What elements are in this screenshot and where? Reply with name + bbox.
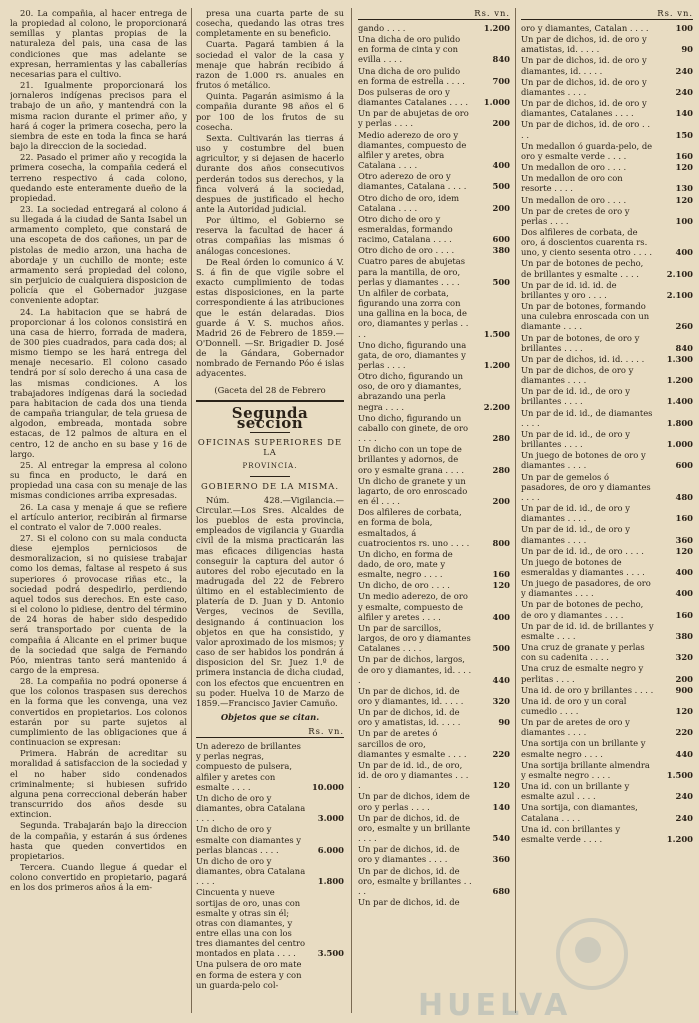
list-item	[521, 802, 693, 822]
item-description: Una cruz de esmalte negro y perlitas . . . .	[521, 663, 644, 684]
item-description: Un par de gemelos ó pasadores, de oro y diamantes . . . .	[521, 471, 651, 502]
item-description: Un par de abujetas de oro y perlas . . . .	[358, 108, 469, 129]
item-description: Un medallon de oro . . . .	[521, 162, 627, 173]
item-price: 1.800	[666, 417, 693, 428]
list-item	[521, 77, 693, 97]
item-description: Una sortija brillante almendra y esmalte negro . . . .	[521, 759, 650, 780]
item-price: 360	[492, 854, 510, 865]
list-item	[358, 245, 510, 255]
list-item	[521, 98, 693, 118]
list-item	[358, 707, 510, 727]
list-item	[358, 214, 510, 244]
item-description: Dos alfileres de corbata, de oro, á doscientos cuarenta rs. uno, y ciento sesenta otro . . . .	[521, 226, 653, 258]
list-item	[521, 503, 693, 523]
item-price: 280	[492, 433, 510, 444]
item-description: Un medallon de oro con resorte . . . .	[521, 173, 623, 194]
list-item	[358, 728, 510, 758]
list-item	[521, 450, 693, 470]
list-item	[358, 34, 510, 64]
item-description: Un par de id. id. de brillantes y esmalte . . . .	[521, 620, 654, 641]
list-item	[521, 227, 693, 257]
item-price: 200	[492, 496, 510, 507]
list-item	[521, 781, 693, 801]
paragraph: Primera. Habrán de acreditar su moralidad á satisfaccion de la sociedad y el no haber sido condenados criminalmente; si hubiesen sufrido alguna pena correccional deberán haber transcurrido dos años desde su extincion.	[10, 748, 187, 820]
item-price: 700	[492, 75, 510, 86]
list-item	[521, 621, 693, 641]
item-price: 200	[492, 202, 510, 213]
gaceta-source: (Gaceta del 28 de Febrero	[214, 384, 326, 395]
item-price: 900	[675, 684, 693, 695]
item-description: Un par de dichos, id. de oro . . . .	[521, 119, 650, 140]
list-item	[358, 108, 510, 128]
item-price: 100	[675, 215, 693, 226]
item-description: Un dicho con un tope de brillantes y adornos, de oro y esmalte grana . . . .	[358, 444, 465, 475]
item-description: Un par de dichos, id. de	[358, 896, 460, 907]
list-item	[358, 476, 510, 506]
item-list	[358, 23, 510, 907]
item-price: 380	[675, 630, 693, 641]
list-item	[358, 87, 510, 107]
item-description: Un par de id. id., de oro y brillantes . . . .	[521, 428, 630, 450]
item-description: gando . . . .	[358, 23, 406, 33]
list-item	[521, 557, 693, 577]
item-price: 400	[675, 588, 693, 599]
item-price: 840	[675, 342, 693, 353]
column-rule	[351, 8, 352, 1013]
item-price: 200	[492, 118, 510, 129]
list-item	[521, 599, 693, 619]
item-price: 400	[492, 160, 510, 171]
item-price: 3.000	[317, 813, 344, 824]
item-price: 380	[492, 245, 510, 256]
paragraph: Cuarta. Pagará tambien á la sociedad el valor de la casa y menaje que habrán recibido á razon de 1.000 rs. anuales en frutos ó metálico.	[196, 39, 344, 91]
item-price: 1.200	[666, 375, 693, 386]
item-price: 100	[675, 23, 693, 33]
item-price: 120	[675, 194, 693, 205]
item-price: 120	[492, 580, 510, 591]
paragraph: 24. La habitacion que se habrá de proporcionar á los colonos consistirá en una casa de hierro, forrada de madera, de 300 pies cuadrados, para cada dos; al mismo tiempo se les hará entrega del menaje necesario. El colono casado tendrá por sí solo derecho á una casa de las mismas condiciones. A los trabajadores indígenas dará la sociedad para habitacion de cada dos una tienda de campaña triangular, de tela gruesa de algodon, embreada, montada sobre estacas, de 12 palmos de altura en el centro, 12 de ancho en su base y 16 de largo.	[10, 306, 187, 459]
item-description: Un par de dichos, id. de oro y amatistas, id. . . . .	[521, 34, 647, 55]
item-price: 1.800	[317, 876, 344, 887]
item-price: 2.100	[666, 289, 693, 300]
item-price: 160	[675, 513, 693, 524]
item-description: Cincuenta y nueve sortijas de oro, unas con esmalte y otras sin él; otras con diamantes, y entre ellas una con los tres diamantes del centro montados en plata . . . .	[196, 887, 306, 959]
column-3	[358, 8, 510, 1013]
circular-text	[196, 495, 344, 708]
item-price: 680	[492, 885, 510, 896]
list-item	[358, 866, 510, 896]
list-item	[358, 623, 510, 653]
list-item	[358, 288, 510, 339]
item-price: 140	[492, 801, 510, 812]
list-item	[521, 429, 693, 449]
item-price: 220	[675, 727, 693, 738]
item-description: Un par de id. id., de oro, id. de oro y diamantes . . . .	[358, 759, 469, 791]
item-price: 240	[675, 812, 693, 823]
list-item	[358, 791, 510, 811]
item-price: 1.200	[483, 23, 510, 33]
item-description: Medio aderezo de oro y diamantes, compuesto de alfiler y aretes, obra Catalana . . . .	[358, 129, 467, 171]
list-item	[521, 685, 693, 695]
item-description: Dos alfileres de corbata, en forma de bola, esmaltados, á cuatrocientos rs. uno . . . .	[358, 507, 470, 548]
item-description: Un par de id. id., de oro . . . .	[521, 545, 644, 556]
list-item	[196, 741, 344, 792]
list-item	[521, 258, 693, 278]
paragraph: Por último, el Gobierno se reserva la facultad de hacer á otras compañias las mismas ó análogas concesiones.	[196, 215, 344, 256]
item-description: Otro dicho, figurando un oso, de oro y diamantes, abrazando una perla negra . . . .	[358, 371, 464, 412]
province-label: PROVINCIA.	[242, 462, 298, 471]
list-item	[358, 23, 510, 33]
item-description: Una id. con un brillante y esmalte azul . . . .	[521, 781, 630, 802]
item-price: 1.000	[483, 97, 510, 108]
paragraph: 28. La compañia no podrá oponerse á que los colonos traspasen sus derechos en la forma que les convenga, una vez convertidos en propietarios. Los colonos estarán por su parte sujetos al cumplimiento de las obligaciones que á continuacion se expresan:	[10, 676, 187, 748]
item-price: 1.000	[666, 439, 693, 450]
item-price: 500	[492, 276, 510, 287]
list-item	[521, 696, 693, 716]
item-price: 140	[675, 108, 693, 119]
list-item	[521, 55, 693, 75]
list-item	[196, 959, 344, 989]
item-description: Un medio aderezo, de oro y esmalte, compuesto de alfiler y aretes . . . .	[358, 591, 468, 622]
item-price: 160	[675, 150, 693, 161]
list-item	[358, 760, 510, 790]
list-item	[358, 549, 510, 579]
item-price: 600	[492, 234, 510, 245]
item-description: Un juego de pasadores, de oro y diamantes . . . .	[521, 578, 651, 599]
item-description: Un par de id. id., de oro y diamantes . . . .	[521, 524, 630, 545]
item-price: 90	[681, 44, 693, 55]
list-item	[521, 365, 693, 385]
item-price: 800	[492, 537, 510, 548]
list-item	[521, 524, 693, 544]
item-price: 400	[675, 247, 693, 258]
item-description: Un par de sarcillos, largos, de oro y diamantes Catalanes . . . .	[358, 622, 471, 654]
list-item	[358, 371, 510, 412]
list-item	[358, 193, 510, 213]
item-description: Una dicha de oro pulido en forma de cinta y con evilla . . . .	[358, 34, 461, 65]
item-price: 120	[492, 780, 510, 791]
list-item	[521, 578, 693, 598]
column-rule	[515, 8, 516, 1013]
item-price: 440	[492, 674, 510, 685]
item-description: Un par de id. id., de oro y diamantes . . . .	[521, 503, 630, 524]
item-description: Un par de dichos, id. de oro y diamantes, id. . . . .	[358, 685, 464, 706]
item-description: Uno dicho, figurando una gata, de oro, diamantes y perlas . . . .	[358, 339, 467, 370]
list-item	[358, 844, 510, 864]
column-4	[521, 8, 693, 1013]
item-description: Una sortija con un brillante y esmalte negro . . . .	[521, 738, 646, 759]
item-price: 6.000	[317, 844, 344, 855]
item-price: 1.400	[666, 396, 693, 407]
item-description: Un dicho de oro y esmalte con diamantes y perlas blancas . . . .	[196, 824, 302, 855]
list-item	[196, 887, 344, 958]
item-price: 500	[492, 643, 510, 654]
item-price: 120	[675, 706, 693, 716]
list-item	[521, 472, 693, 502]
item-price: 220	[492, 748, 510, 759]
paragraph: 22. Pasado el primer año y recogida la primera cosecha, la compañia cederá el terreno respectivo á cada colono, quedando este enteramente dueño de la propiedad.	[10, 152, 187, 203]
item-description: Un medallon ó guarda-pelo, de oro y esmalte verde . . . .	[521, 140, 653, 161]
item-price: 480	[675, 491, 693, 502]
paragraph: Sexta. Cultivarán las tierras á uso y costumbre del buen agricultor, y si dejasen de hacerlo durante dos años consecutivos perderán todos sus derechos, y la finca volverá á la sociedad, despues de justificado el hecho ante la Autoridad judicial.	[196, 132, 344, 214]
item-description: Un par de dichos, id. de oro, esmalte y un brillante . . . .	[358, 812, 471, 844]
list-item	[358, 256, 510, 286]
list-item	[358, 591, 510, 621]
list-item	[521, 760, 693, 780]
currency-header: Rs. vn.	[196, 726, 344, 738]
list-item	[358, 171, 510, 191]
item-description: Un juego de botones de oro y diamantes . . . .	[521, 450, 646, 471]
list-item	[521, 333, 693, 353]
item-price: 2.100	[666, 268, 693, 279]
list-item	[521, 738, 693, 758]
item-price: 400	[675, 566, 693, 577]
list-item	[196, 793, 344, 823]
item-price: 500	[492, 181, 510, 192]
item-description: Un par de aretes ó sarcillos de oro, diamantes y esmalte . . . .	[358, 728, 467, 759]
government-title: GOBIERNO DE LA MISMA.	[201, 480, 339, 491]
list-item	[521, 206, 693, 226]
item-description: Un par de dichos, id. de oro y diamantes . . . .	[521, 76, 647, 97]
list-item	[521, 717, 693, 737]
list-item	[358, 130, 510, 171]
item-description: Otro aderezo de oro y diamantes, Catalana . . . .	[358, 171, 467, 192]
item-description: Un par de id. id., de diamantes . . . .	[521, 407, 653, 428]
item-description: Un par de dichos, id. de oro, esmalte y brillantes . . . .	[358, 865, 472, 896]
item-list	[521, 23, 693, 844]
paragraph: Segunda. Trabajarán bajo la direccion de la compañia, y estarán á sus órdenes hasta que queden convertidos en propietarios.	[10, 820, 187, 861]
item-price: 120	[675, 162, 693, 173]
item-price: 440	[675, 748, 693, 759]
item-price: 240	[675, 791, 693, 802]
item-price: 90	[498, 717, 510, 728]
item-price: 1.300	[666, 353, 693, 364]
list-item	[521, 354, 693, 364]
section-divider	[196, 400, 344, 402]
item-price: 600	[675, 460, 693, 471]
item-description: Una pulsera de oro mate en forma de estera y con un guarda-pelo col-	[196, 959, 302, 990]
item-price: 240	[675, 65, 693, 76]
item-price: 240	[675, 86, 693, 97]
list-item	[358, 340, 510, 370]
list-item	[521, 408, 693, 428]
item-description: Otro dicho de oro y esmeraldas, formando racimo, Catalana . . . .	[358, 213, 453, 245]
divider	[250, 432, 290, 433]
list-item	[358, 507, 510, 548]
paragraph: 21. Igualmente proporcionará los jornaleros indígenas precisos para el trabajo de un año, y mantendrá con la misma racion durante el primer año, y hará á coger la primera cosecha, pero la siembra de este en toda la finca se hará bajo la direccion de la sociedad.	[10, 80, 187, 152]
item-price: 400	[492, 611, 510, 622]
paragraph: Tercera. Cuando llegue á quedar el colono convertido en propietario, pagará en los dos primeros años á la em-	[10, 861, 187, 893]
paragraph: 20. La compañia, al hacer entrega de la propiedad al colono, le proporcionará semillas y plantas propias de la naturaleza del pais, una casa de las condiciones que mas adelante se expresan, herramientas y las caballerías necesarias para el cultivo.	[10, 8, 187, 79]
list-item	[358, 813, 510, 843]
item-description: Uno dicho, figurando un caballo con ginete, de oro . . . .	[358, 412, 468, 444]
column-2	[196, 8, 344, 1013]
item-price: 1.200	[483, 360, 510, 370]
item-price: 130	[675, 183, 693, 194]
list-item	[358, 413, 510, 443]
item-description: Un par de dichos, id. id. . . . .	[521, 353, 645, 364]
item-price: 120	[675, 545, 693, 556]
item-description: Un par de botones de pecho, de brillantes y esmalte . . . .	[521, 258, 644, 279]
list-item	[521, 663, 693, 683]
item-description: Un dicho, en forma de dado, de oro, mate y esmalte, negro . . . .	[358, 548, 453, 580]
item-description: Un medallon de oro . . . .	[521, 194, 627, 205]
item-description: Un par de id. id. id. de brillantes y oro . . . .	[521, 279, 617, 300]
paragraph: Núm. 428.—Vigilancia.—Circular.—Los Sres. Alcaldes de los pueblos de esta provincia, empleados de vigilancia y Guardia civil de la misma practicarán las mas eficaces diligencias hasta conseguir la captura del autor ó autores del robo ejecutado en la madrugada del 22 de Febrero último en el establecimiento de platería de D. Juan y D. Antonio Verges, vecinos de Sevilla, designando á continuacion los objetos en que ha consistido, y valor aproximado de los mismos; y caso de ser habidos los pondrán á disposicion del Sr. Juez 1.º de primera instancia de dicha ciudad, con los efectos que encuentren en su poder. Huelva 10 de Marzo de 1859.—Francisco Javier Camuño.	[196, 494, 344, 708]
paragraph: 23. La sociedad entregará al colono á su llegada á la ciudad de Santa Isabel un armamento completo, que constará de una escopeta de dos cañones, un par de pistolas de medio arzon, una hacha de abordaje y un cuchillo de monte; este armamento será propiedad del colono, sin perjuicio de cualquiera disposicion de policía que el Gobernador juzgase conveniente adoptar.	[10, 203, 187, 306]
paragraph: 26. La casa y menaje á que se refiere el artículo anterior, recibirán al firmarse el contrato el valor de 7.000 reales.	[10, 501, 187, 532]
item-description: Un par de dichos, id. de oro y diamantes, Catalanes . . . .	[521, 98, 647, 119]
paragraph: presa una cuarta parte de su cosecha, quedando las otras tres completamente en su beneficio.	[196, 8, 344, 39]
item-description: Un par de dichos, largos, de oro y diamantes, id. . . . .	[358, 654, 472, 685]
list-item	[358, 580, 510, 590]
item-price: 540	[492, 833, 510, 844]
item-description: Cuatro pares de abujetas para la mantilla, de oro, perlas y diamantes . . . .	[358, 256, 466, 287]
item-description: Un par de aretes de oro y diamantes . . . .	[521, 717, 630, 738]
list-item	[521, 162, 693, 172]
list-item	[521, 195, 693, 205]
list-item	[521, 301, 693, 331]
list-item	[521, 23, 693, 33]
list-item	[521, 280, 693, 300]
item-description: Un par de botones de pecho, de oro y diamantes . . . .	[521, 599, 644, 620]
list-item	[358, 686, 510, 706]
item-description: Una cruz de granate y perlas con su cadenita . . . .	[521, 642, 645, 663]
list-item	[358, 897, 510, 907]
section-title: Segunda seccion	[231, 403, 309, 432]
list-item	[521, 546, 693, 556]
list-item	[521, 34, 693, 54]
item-description: Un dicho de granete y un lagarto, de oro enroscado en él . . . .	[358, 475, 468, 507]
column-rule	[191, 8, 192, 1013]
item-price: 320	[492, 696, 510, 706]
list-item	[521, 119, 693, 139]
list-item	[196, 856, 344, 886]
item-price: 1.500	[483, 328, 510, 339]
item-description: Un dicho de oro y diamantes, obra Catalana . . . .	[196, 855, 306, 887]
item-description: Una sortija, con diamantes, Catalana . . . .	[521, 802, 638, 823]
item-description: Un par de cretes de oro y perlas . . . .	[521, 205, 630, 226]
list-item	[196, 824, 344, 854]
list-item	[358, 66, 510, 86]
item-description: Un aderezo de brillantes y perlas negras, compuesto de pulsera, alfiler y aretes con esmalte . . . .	[196, 741, 301, 792]
item-description: Un par de id. id., de oro y brillantes . . . .	[521, 386, 630, 407]
library-seal-icon	[575, 937, 601, 963]
item-price: 2.200	[483, 401, 510, 412]
list-item	[521, 173, 693, 193]
item-description: Dos pulseras de oro y diamantes Catalanes . . . .	[358, 86, 469, 108]
item-description: Un par de dichos, id. de oro y amatistas, id. . . . .	[358, 707, 461, 728]
list-item	[358, 444, 510, 474]
list-item	[521, 642, 693, 662]
item-description: Un juego de botones de esmeraldas y diamantes . . . .	[521, 556, 645, 577]
item-description: Otro dicho de oro . . . .	[358, 245, 455, 256]
decree-text	[196, 8, 344, 379]
list-item	[521, 141, 693, 161]
currency-header: Rs. vn.	[358, 8, 510, 20]
item-description: Una id. de oro y un coral cumedio . . . .	[521, 695, 627, 716]
item-price: 10.000	[311, 781, 344, 792]
divider	[250, 476, 290, 477]
item-price: 260	[675, 321, 693, 332]
list-item	[521, 386, 693, 406]
item-price: 200	[675, 673, 693, 684]
item-price: 280	[492, 464, 510, 475]
item-price: 3.500	[317, 948, 344, 959]
paragraph: 27. Si el colono con su mala conducta diese ejemplos perniciosos de desmoralizacion, si no quisiese trabajar como los demas, faltase al respeto á sus superiores ó provocase riñas etc., la sociedad podrá despedirlo, perdiendo aquel todos sus derechos. En este caso, si el colono lo pidiese, dentro del término de 24 horas de haber sido despedido será transportado por cuenta de la compañia á Alicante en el primer buque de la sociedad que salga de Fernando Póo, mientras tanto será mantenido á cargo de la empresa.	[10, 532, 187, 675]
column-1	[10, 8, 187, 1013]
item-description: Un par de botones, formando una culebra enroscada con un diamante . . . .	[521, 301, 650, 332]
item-description: Una dicha de oro pulido en forma de estrella . . . .	[358, 65, 465, 86]
item-price: 150	[675, 129, 693, 140]
item-price: 1.500	[666, 769, 693, 780]
item-price: 160	[675, 609, 693, 620]
item-price: 1.200	[666, 833, 693, 844]
objects-title: Objetos que se citan.	[220, 712, 320, 722]
item-description: Un par de dichos, id. de oro y diamantes . . . .	[358, 844, 460, 865]
item-price: 320	[675, 652, 693, 663]
currency-header: Rs. vn.	[521, 8, 693, 20]
list-item	[358, 654, 510, 684]
item-description: Una id. de oro y brillantes . . . .	[521, 684, 654, 695]
item-description: Un par de dichos, de oro y diamantes . . . .	[521, 365, 634, 386]
item-description: Un dicho de oro y diamantes, obra Catalana . . . .	[196, 792, 306, 824]
paragraph: De Real órden lo comunico á V. S. á fin de que vigile sobre el exacto cumplimiento de todas estas disposiciones, en la parte correspondiente á las atribuciones que le están delaradas. Dios guarde á V. S. muchos años. Madrid 26 de Febrero de 1859.—O'Donnell. —Sr. Brigadier D. José de la Gándara, Gobernador nombrado de Fernando Póo é islas adyacentes.	[196, 256, 344, 379]
item-description: Un alfiler de corbata, figurando una zorra con una gallina en la boca, de oro, diamantes y perlas . . . .	[358, 287, 469, 339]
item-description: Una id. con brillantes y esmalte verde . . . .	[521, 823, 621, 844]
offices-title: OFICINAS SUPERIORES DE LA	[197, 437, 343, 458]
list-item	[521, 824, 693, 844]
item-description: Un dicho, de oro . . . .	[358, 580, 450, 591]
item-description: Otro dicho de oro, idem Catalana . . . .	[358, 192, 460, 213]
item-description: Un par de dichos, id. de oro y diamantes, id. . . . .	[521, 55, 647, 76]
item-description: Un par de dichos, idem de oro y perlas . . . .	[358, 791, 470, 812]
item-description: Un par de botones, de oro y brillantes . . . .	[521, 332, 640, 353]
paragraph: Quinta. Pagarán asimismo á la compañia durante 98 años el 6 por 100 de los frutos de su cosecha.	[196, 91, 344, 132]
item-description: oro y diamantes, Catalan . . . .	[521, 23, 649, 33]
paragraph: 25. Al entregar la empresa al colono su finca en producto, le dará en propiedad una casa con su menaje de las mismas condiciones arriba expresadas.	[10, 459, 187, 501]
watermark: HUELVA	[418, 988, 572, 1023]
item-list	[196, 741, 344, 990]
item-price: 160	[492, 569, 510, 580]
item-price: 840	[492, 54, 510, 65]
item-price: 360	[675, 534, 693, 545]
